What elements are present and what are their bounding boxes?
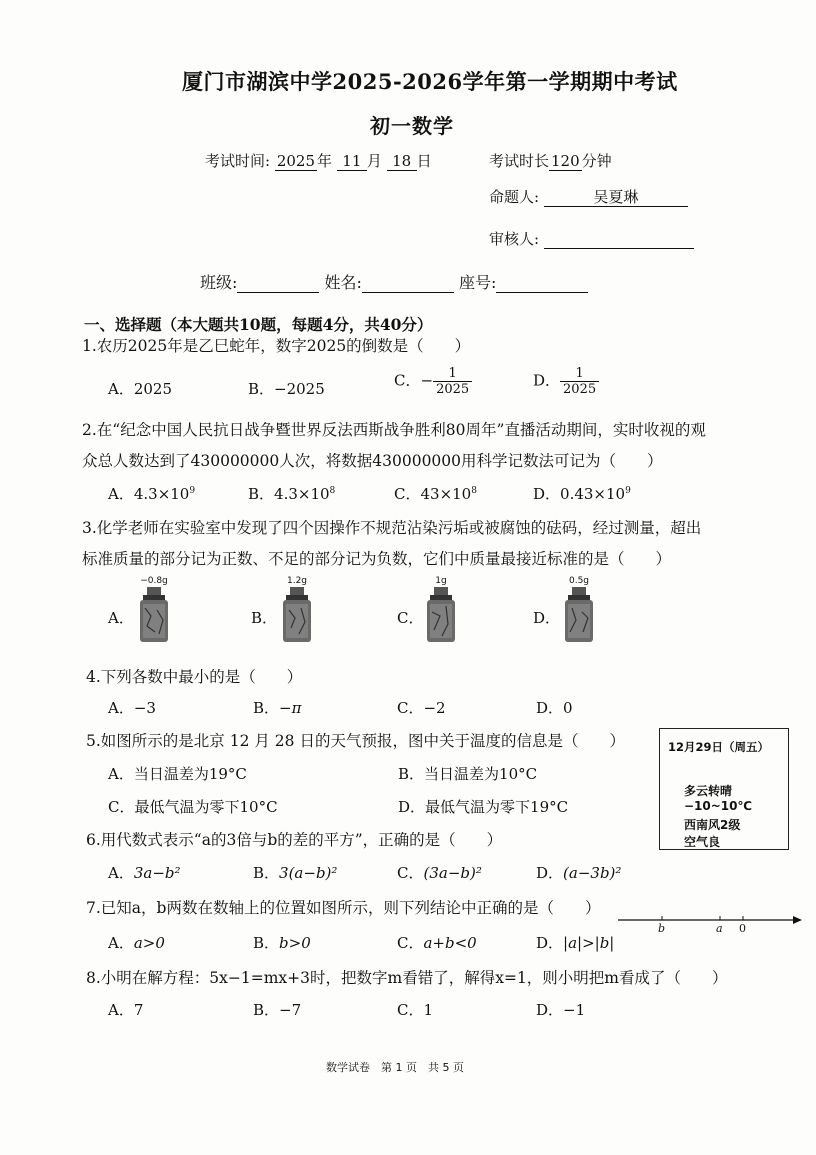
duration-value: 120: [551, 152, 580, 170]
option-label: D．: [533, 371, 561, 390]
option-value: 43×10: [420, 485, 472, 503]
weight-icon: [424, 586, 458, 644]
exponent: 8: [471, 486, 477, 496]
exam-day: 18: [387, 152, 417, 171]
option-value: −3: [133, 699, 156, 717]
class-blank[interactable]: [237, 276, 319, 293]
option-label: A．: [108, 699, 134, 717]
q5-option-b[interactable]: [398, 763, 537, 784]
page-footer: 数学试卷 第 1 页 共 5 页: [326, 1061, 464, 1074]
option-value: 4.3×10: [274, 485, 330, 503]
option-value: a>0: [133, 934, 165, 952]
year-unit: 年: [317, 152, 333, 170]
weight-b[interactable]: [280, 576, 314, 648]
option-value: a+b<0: [423, 934, 477, 952]
q8-option-c[interactable]: [397, 999, 433, 1020]
option-label: D．: [533, 485, 561, 503]
q4-option-b[interactable]: [253, 697, 301, 718]
name-label: 姓名:: [324, 273, 362, 292]
denominator: 2025: [433, 381, 472, 397]
option-label: C．: [394, 371, 421, 390]
q8-option-b[interactable]: [253, 999, 301, 1020]
option-label: A．: [108, 485, 134, 503]
duration-unit: 分钟: [581, 152, 612, 170]
numerator: 1: [448, 366, 457, 381]
option-label: B．: [253, 699, 280, 717]
q8-stem: 8.小明在解方程：5x−1=mx+3时，把数字m看错了，解得x=1，则小明把m看成了（ ）: [86, 969, 728, 987]
option-value: −7: [279, 1001, 302, 1019]
q7-option-d[interactable]: [536, 932, 614, 953]
option-value: 4.3×10: [133, 485, 190, 503]
duration-label: 考试时长: [489, 152, 550, 170]
option-label: A．: [108, 934, 134, 952]
seat-label: 座号:: [459, 273, 497, 292]
option-value: 最低气温为零下19°C: [425, 798, 569, 816]
reviewer-blank[interactable]: [544, 232, 694, 249]
q8-option-d[interactable]: [536, 999, 585, 1020]
option-label: D．: [536, 699, 564, 717]
option-label: A．: [108, 1001, 134, 1019]
exam-title: 厦门市湖滨中学2025-2026学年第一学期期中考试: [182, 69, 678, 94]
option-label: D．: [536, 934, 564, 952]
option-value: 1: [423, 1001, 434, 1019]
exam-month: 11: [337, 152, 367, 171]
student-info-row: [200, 270, 588, 293]
option-value: 最低气温为零下10°C: [134, 798, 278, 816]
seat-blank[interactable]: [496, 276, 588, 293]
reviewer-label: 审核人:: [489, 230, 540, 248]
q3-option-d-label[interactable]: D．: [533, 609, 561, 627]
reviewer-row: [489, 228, 694, 249]
option-label: B．: [253, 934, 280, 952]
option-label: C．: [397, 934, 424, 952]
option-label: B．: [248, 485, 275, 503]
axis-label-a: a: [716, 922, 723, 935]
exam-time-row: [205, 150, 432, 171]
q2-stem-line1: 2.在“纪念中国人民抗日战争暨世界反法西斯战争胜利80周年”直播活动期间，实时收视的观: [82, 421, 706, 439]
exponent: 8: [329, 486, 336, 496]
q7-option-a[interactable]: [108, 932, 165, 953]
option-value: 3a−b²: [133, 864, 181, 882]
option-value: −π: [279, 699, 302, 717]
q2-stem-line2: 众总人数达到了430000000人次，将数据430000000用科学记数法可记为（ ）: [82, 452, 663, 470]
q6-option-a[interactable]: [108, 862, 181, 883]
exponent: 9: [189, 486, 196, 496]
axis-label-b: b: [658, 922, 666, 935]
number-line-axis: [618, 908, 802, 938]
q5-option-a[interactable]: [108, 763, 247, 784]
weather-temp: −10~10℃: [684, 799, 753, 813]
q2-option-b[interactable]: [248, 483, 335, 504]
q7-option-c[interactable]: [397, 932, 477, 953]
option-label: D．: [536, 864, 564, 882]
q3-option-c-label[interactable]: C．: [397, 609, 424, 627]
fraction: [433, 366, 472, 397]
q6-option-b[interactable]: [253, 862, 337, 883]
option-value: 2025: [133, 380, 173, 398]
q1-option-d[interactable]: [533, 366, 599, 397]
q4-option-c[interactable]: [397, 697, 446, 718]
option-value: |a|>|b|: [563, 934, 615, 952]
option-label: A．: [108, 864, 134, 882]
option-label: C．: [108, 798, 135, 816]
q2-option-c[interactable]: [394, 483, 477, 504]
option-value: (3a−b)²: [423, 864, 482, 882]
option-label: A．: [108, 380, 134, 398]
weight-icon: [280, 586, 314, 644]
option-value: 当日温差为19°C: [133, 765, 247, 783]
q5-option-c[interactable]: [108, 796, 278, 817]
option-label: C．: [397, 1001, 424, 1019]
q8-option-a[interactable]: [108, 999, 143, 1020]
option-label: B．: [253, 864, 280, 882]
option-value: 0: [563, 699, 573, 717]
option-label: C．: [397, 699, 424, 717]
weather-forecast-box: [659, 728, 789, 850]
denominator: 2025: [560, 381, 599, 397]
option-value: 3(a−b)²: [279, 864, 338, 882]
numerator: 1: [575, 366, 584, 381]
q1-option-b[interactable]: [248, 378, 325, 399]
weather-air: 空气良: [684, 835, 721, 849]
weight-a-label: −0.8g: [140, 576, 168, 586]
author-row: [489, 186, 688, 207]
option-value: −2025: [274, 380, 325, 398]
weather-date: 12月29日（周五）: [668, 740, 770, 754]
option-label: D．: [398, 798, 426, 816]
name-blank[interactable]: [362, 276, 454, 293]
q1-stem: 1.农历2025年是乙巳蛇年，数字2025的倒数是（ ）: [82, 337, 471, 355]
exam-time-label: 考试时间:: [205, 152, 271, 170]
option-value: (a−3b)²: [563, 864, 622, 882]
option-value: 0.43×10: [560, 485, 626, 503]
weight-d-label: 0.5g: [568, 576, 590, 586]
duration-row: [489, 150, 612, 171]
axis-label-zero: 0: [739, 922, 746, 935]
option-label: B．: [248, 380, 275, 398]
q5-option-d[interactable]: [398, 796, 568, 817]
q4-stem: 4.下列各数中最小的是（ ）: [86, 668, 303, 686]
option-label: C．: [397, 864, 424, 882]
option-label: D．: [536, 1001, 564, 1019]
section-heading: 一、选择题（本大题共10题，每题4分，共40分）: [84, 315, 433, 334]
q6-option-c[interactable]: [397, 862, 482, 883]
exam-year: 2025: [276, 152, 316, 170]
q7-option-b[interactable]: [253, 932, 311, 953]
option-value: 7: [133, 1001, 144, 1019]
q3-stem-line2: 标准质量的部分记为正数、不足的部分记为负数，它们中质量最接近标准的是（ ）: [82, 550, 672, 568]
q5-stem: 5.如图所示的是北京 12 月 28 日的天气预报，图中关于温度的信息是（ ）: [86, 732, 625, 750]
day-unit: 日: [416, 152, 432, 170]
weight-c[interactable]: [424, 576, 458, 648]
q3-option-a-label[interactable]: A．: [108, 609, 134, 627]
author-name: 吴夏琳: [544, 188, 688, 207]
q2-option-d[interactable]: [533, 483, 631, 504]
option-value: −2: [423, 699, 446, 717]
fraction: [560, 366, 599, 397]
q7-stem: 7.已知a，b两数在数轴上的位置如图所示，则下列结论中正确的是（ ）: [86, 899, 601, 917]
option-value: 当日温差为10°C: [424, 765, 538, 783]
q1-option-c[interactable]: [394, 366, 472, 397]
q3-stem-line1: 3.化学老师在实验室中发现了四个因操作不规范沾染污垢或被腐蚀的砝码，经过测量，超出: [82, 519, 702, 537]
weather-condition: 多云转晴: [684, 784, 733, 798]
month-unit: 月: [366, 152, 382, 170]
weight-a[interactable]: [137, 576, 171, 648]
option-value: −1: [563, 1001, 586, 1019]
author-label: 命题人:: [489, 188, 540, 206]
weight-icon: [562, 586, 596, 644]
number-line: [618, 908, 802, 938]
q4-option-a[interactable]: [108, 697, 156, 718]
q1-option-a[interactable]: [108, 378, 172, 399]
option-value: b>0: [279, 934, 311, 952]
weight-b-label: 1.2g: [286, 576, 308, 586]
option-label: B．: [253, 1001, 280, 1019]
q6-stem: 6.用代数式表示“a的3倍与b的差的平方”，正确的是（ ）: [86, 831, 503, 849]
q3-option-b-label[interactable]: B．: [251, 609, 278, 627]
exponent: 9: [625, 486, 631, 496]
weight-d[interactable]: [562, 576, 596, 648]
q6-option-d[interactable]: [536, 862, 621, 883]
q2-option-a[interactable]: [108, 483, 195, 504]
q4-option-d[interactable]: [536, 697, 573, 718]
weather-wind: 西南风2级: [684, 818, 741, 832]
option-label: A．: [108, 765, 134, 783]
minus-sign: −: [420, 371, 434, 390]
option-label: C．: [394, 485, 421, 503]
class-label: 班级:: [200, 273, 238, 292]
weight-icon: [137, 586, 171, 644]
option-label: B．: [398, 765, 425, 783]
weight-c-label: 1g: [435, 576, 447, 586]
exam-subtitle: 初一数学: [370, 114, 454, 138]
